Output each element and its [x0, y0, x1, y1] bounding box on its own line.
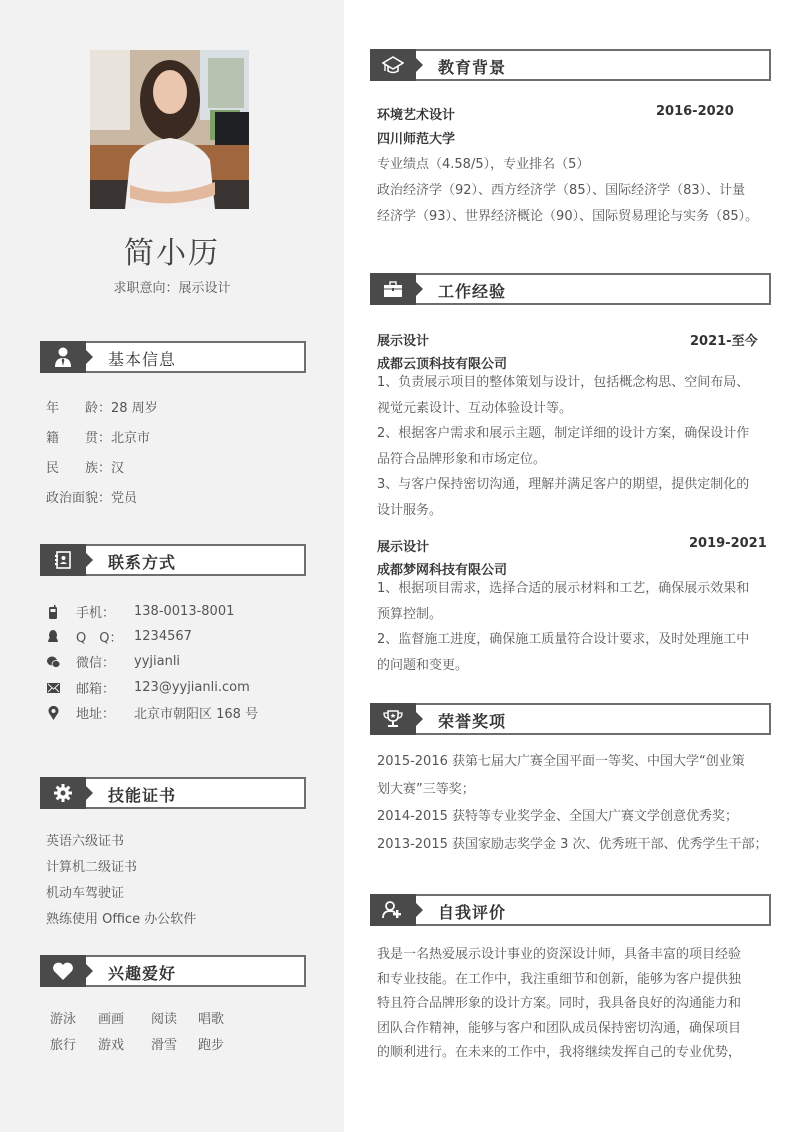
- hobby-item: 阅读: [151, 1012, 178, 1027]
- left-sidebar: [0, 0, 344, 1132]
- wechat-icon: [46, 655, 60, 669]
- section-title: 荣誉奖项: [438, 712, 507, 731]
- hobby-item: 游泳: [50, 1012, 77, 1027]
- section-header-skills: [40, 777, 306, 809]
- heart-icon: [40, 955, 86, 987]
- info-row-hometown: 籍 贯：北京市: [46, 431, 151, 446]
- contact-row-wechat: 微信： yyjianli: [46, 652, 180, 671]
- graduation-cap-icon: [370, 49, 416, 81]
- gear-icon: [40, 777, 86, 809]
- hobby-item: 跑步: [198, 1038, 225, 1053]
- section-title: 联系方式: [108, 553, 177, 572]
- contact-row-qq: Q Q： 1234567: [46, 627, 192, 646]
- section-title: 兴趣爱好: [108, 964, 177, 983]
- job-period: 2019-2021: [689, 536, 767, 551]
- user-tie-icon: [40, 341, 86, 373]
- candidate-name: 简小历: [124, 236, 220, 271]
- honor-item: 2013-2015 获国家励志奖学金 3 次、优秀班干部、优秀学生干部；: [377, 836, 768, 852]
- job-intent-value: 展示设计: [178, 281, 231, 296]
- user-plus-icon: [370, 894, 416, 926]
- education-gpa: 专业绩点（4.58/5），专业排名（5）: [377, 157, 590, 172]
- hobby-item: 画画: [98, 1012, 125, 1027]
- education-courses-line: 政治经济学（92）、西方经济学（85）、国际经济学（83）、计量: [377, 183, 746, 198]
- job-position: 展示设计: [377, 334, 430, 349]
- education-school: 四川师范大学: [377, 132, 456, 147]
- education-courses-line: 经济学（93）、世界经济概论（90）、国际贸易理论与实务（85）。: [377, 209, 759, 224]
- skill-item: 熟练使用 Office 办公软件: [46, 912, 197, 927]
- info-row-age: 年 龄：28 周岁: [46, 401, 158, 416]
- info-row-ethnicity: 民 族：汉: [46, 461, 125, 476]
- info-row-political: 政治面貌：党员: [46, 491, 138, 506]
- job-position: 展示设计: [377, 540, 430, 555]
- section-header-self-evaluation: [370, 894, 771, 926]
- hobby-item: 旅行: [50, 1038, 77, 1053]
- job-description: 1、根据项目需求，选择合适的展示材料和工艺，确保展示效果和 预算控制。 2、监督施工进度，确保施工质量符合设计要求，及时处理施工中 的问题和变更。: [377, 581, 750, 673]
- hobby-item: 唱歌: [198, 1012, 225, 1027]
- hobby-item: 游戏: [98, 1038, 125, 1053]
- education-major: 环境艺术设计: [377, 108, 456, 123]
- section-header-work: [370, 273, 771, 305]
- briefcase-icon: [370, 273, 416, 305]
- profile-photo: [90, 50, 249, 209]
- honors-list: [377, 748, 797, 858]
- section-title: 教育背景: [438, 58, 507, 77]
- section-header-education: [370, 49, 771, 81]
- self-evaluation-text: 我是一名热爱展示设计事业的资深设计师，具备丰富的项目经验 和专业技能。在工作中，我注重细节和创新，能够为客户提供独 特且符合品牌形象的设计方案。同时，我具备良好的沟通能力和 团队合作精神，能够与客户和团队成员保持密切沟通，确保项目 的顺利进行。在未来的工作中，我将继续发挥自己的专业优势，: [377, 947, 742, 1060]
- job-company: 成都云顶科技有限公司: [377, 357, 508, 372]
- job-description: 1、负责展示项目的整体策划与设计，包括概念构思、空间布局、 视觉元素设计、互动体验设计等。 2、根据客户需求和展示主题，制定详细的设计方案，确保设计作 品符合品牌形象和市场定位。 3、与客户保持密切沟通，理解并满足客户的期望，提供定制化的 设计服务。: [377, 375, 750, 518]
- education-period: 2016-2020: [656, 104, 734, 119]
- trophy-icon: [370, 703, 416, 735]
- contact-row-phone: 手机： 138-0013-8001: [46, 602, 234, 621]
- qq-penguin-icon: [46, 630, 60, 644]
- envelope-icon: [46, 681, 60, 695]
- skill-item: 计算机二级证书: [46, 860, 138, 875]
- honor-item: 划大赛”三等奖；: [377, 781, 475, 797]
- section-header-hobbies: [40, 955, 306, 987]
- job-intent: [0, 277, 344, 296]
- honor-item: 2015-2016 获第七届大广赛全国平面一等奖、中国大学“创业策: [377, 754, 745, 769]
- section-header-contact: [40, 544, 306, 576]
- skill-item: 机动车驾驶证: [46, 886, 125, 901]
- section-title: 工作经验: [438, 282, 507, 301]
- job-company: 成都梦网科技有限公司: [377, 563, 508, 578]
- section-title: 技能证书: [108, 786, 177, 805]
- address-book-icon: [40, 544, 86, 576]
- hobby-item: 滑雪: [151, 1038, 178, 1053]
- skill-item: 英语六级证书: [46, 834, 125, 849]
- contact-row-address: 地址： 北京市朝阳区 168 号: [46, 703, 258, 722]
- job-intent-label: 求职意向：: [113, 281, 179, 296]
- contact-row-email: 邮箱： 123@yyjianli.com: [46, 678, 250, 697]
- mobile-phone-icon: [46, 605, 60, 619]
- section-title: 基本信息: [108, 350, 177, 369]
- section-header-honors: [370, 703, 771, 735]
- honor-item: 2014-2015 获特等专业奖学金、全国大广赛文学创意优秀奖；: [377, 809, 738, 824]
- section-header-basic-info: [40, 341, 306, 373]
- job-period: 2021-至今: [690, 334, 758, 349]
- map-pin-icon: [46, 706, 60, 720]
- section-title: 自我评价: [438, 903, 507, 922]
- main-content: [344, 0, 800, 1132]
